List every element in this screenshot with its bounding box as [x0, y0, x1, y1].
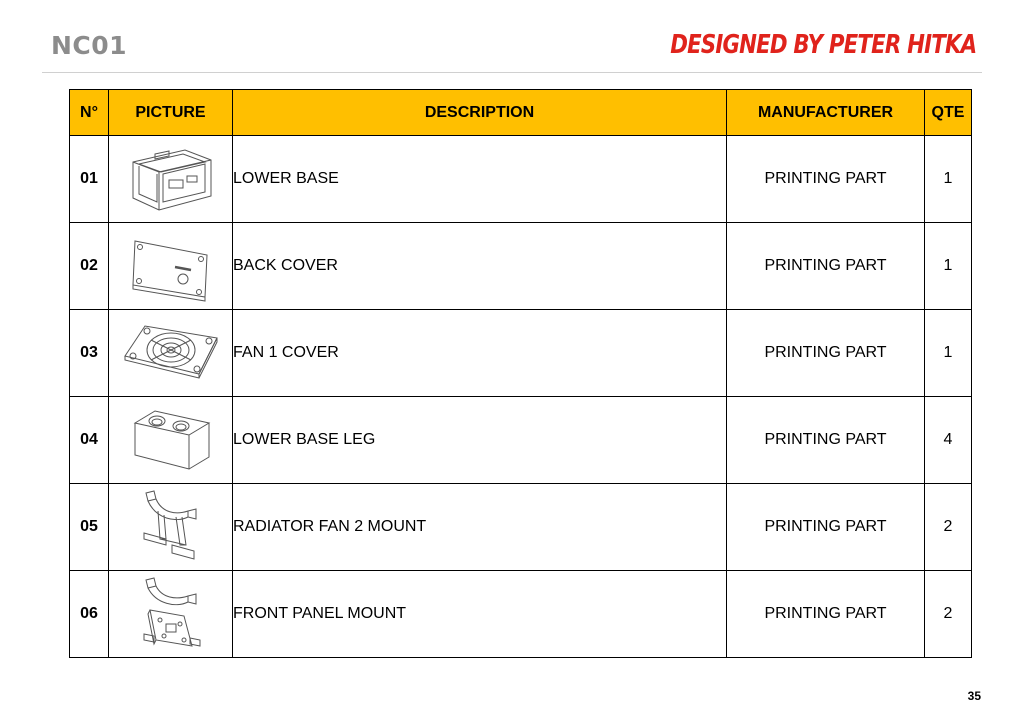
- front-panel-mount-drawing-icon: [136, 576, 206, 652]
- part-number: 01: [70, 136, 109, 223]
- part-picture: [109, 223, 233, 310]
- table-row: [70, 136, 972, 223]
- table-row: [70, 310, 972, 397]
- page-number: 35: [967, 689, 981, 703]
- part-number: 03: [70, 310, 109, 397]
- part-manufacturer: PRINTING PART: [727, 397, 925, 484]
- part-manufacturer: PRINTING PART: [727, 136, 925, 223]
- part-quantity: 4: [925, 397, 972, 484]
- column-header-manufacturer: MANUFACTURER: [727, 90, 925, 136]
- part-number: 04: [70, 397, 109, 484]
- part-picture: [109, 484, 233, 571]
- radiator-mount-drawing-icon: [136, 489, 206, 565]
- base-leg-drawing-icon: [125, 403, 217, 477]
- part-quantity: 2: [925, 484, 972, 571]
- part-picture: [109, 136, 233, 223]
- part-picture: [109, 397, 233, 484]
- table-row: [70, 484, 972, 571]
- column-header-picture: PICTURE: [109, 90, 233, 136]
- document-code: NC01: [51, 31, 128, 60]
- column-header-quantity: QTE: [925, 90, 972, 136]
- table-header-row: [70, 90, 972, 136]
- fan-cover-drawing-icon: [121, 316, 221, 390]
- table-row: [70, 223, 972, 310]
- table-row: [70, 571, 972, 658]
- part-manufacturer: PRINTING PART: [727, 223, 925, 310]
- column-header-number: N°: [70, 90, 109, 136]
- part-number: 02: [70, 223, 109, 310]
- part-description: LOWER BASE: [233, 136, 727, 223]
- part-description: BACK COVER: [233, 223, 727, 310]
- part-description: FRONT PANEL MOUNT: [233, 571, 727, 658]
- part-manufacturer: PRINTING PART: [727, 484, 925, 571]
- part-quantity: 1: [925, 136, 972, 223]
- part-description: FAN 1 COVER: [233, 310, 727, 397]
- part-quantity: 1: [925, 223, 972, 310]
- part-manufacturer: PRINTING PART: [727, 310, 925, 397]
- designer-credit: DESIGNED BY PETER HITKA: [669, 30, 976, 60]
- part-picture: [109, 571, 233, 658]
- column-header-description: DESCRIPTION: [233, 90, 727, 136]
- part-number: 06: [70, 571, 109, 658]
- part-manufacturer: PRINTING PART: [727, 571, 925, 658]
- header-divider: [42, 72, 982, 73]
- part-picture: [109, 310, 233, 397]
- back-cover-drawing-icon: [125, 229, 217, 303]
- part-number: 05: [70, 484, 109, 571]
- table-row: [70, 397, 972, 484]
- part-description: RADIATOR FAN 2 MOUNT: [233, 484, 727, 571]
- parts-table: [69, 89, 972, 658]
- part-quantity: 2: [925, 571, 972, 658]
- part-quantity: 1: [925, 310, 972, 397]
- part-description: LOWER BASE LEG: [233, 397, 727, 484]
- lower-base-drawing-icon: [125, 142, 217, 216]
